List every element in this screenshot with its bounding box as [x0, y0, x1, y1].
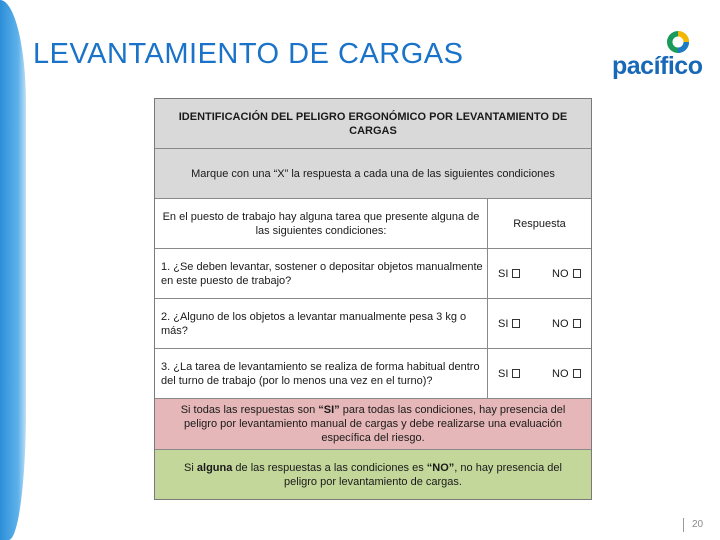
- slide-title: LEVANTAMIENTO DE CARGAS: [33, 38, 464, 70]
- checkbox-empty-icon[interactable]: [573, 319, 581, 328]
- checkbox-empty-icon[interactable]: [573, 269, 581, 278]
- result-no-hazard-text: [155, 461, 591, 489]
- no-label: NO: [552, 317, 569, 330]
- response-header: Respuesta: [513, 217, 566, 230]
- question-row: [155, 299, 591, 349]
- yes-label: SI: [498, 317, 509, 330]
- footer-divider: [683, 518, 684, 532]
- result-no-emphasis-1: alguna: [196, 461, 233, 474]
- instruction-row: [155, 149, 591, 199]
- result-yes-prefix: Si todas las respuestas son: [180, 404, 319, 416]
- question-text: 2. ¿Alguno de los objetos a levantar manualmente pesa 3 kg o más?: [161, 310, 467, 337]
- form-header: IDENTIFICACIÓN DEL PELIGRO ERGONÓMICO POR LEVANTAMIENTO DE CARGAS: [178, 110, 568, 137]
- result-no-suffix: , no hay presencia del peligro por levantamiento de cargas.: [284, 461, 562, 488]
- result-no-middle: de las respuestas a las condiciones es: [232, 461, 427, 474]
- question-text: 1. ¿Se deben levantar, sostener o depositar objetos manualmente en este puesto de trabajo?: [161, 260, 483, 287]
- yes-label: SI: [498, 367, 509, 380]
- checkbox-empty-icon[interactable]: [512, 369, 520, 378]
- result-hazard-present-row: [155, 399, 591, 450]
- result-no-emphasis-2: “NO”: [426, 461, 455, 474]
- result-hazard-present-text: [155, 403, 591, 445]
- yes-option[interactable]: [498, 368, 520, 380]
- no-label: NO: [552, 367, 569, 380]
- pacifico-logo-circle-icon: [666, 30, 690, 54]
- result-yes-suffix: para todas las condiciones, hay presencia del peligro por levantamiento manual de cargas y debe realizarse una evaluación específica del riesgo.: [184, 404, 566, 444]
- instruction-text: Marque con una “X” la respuesta a cada una de las siguientes condiciones: [191, 167, 555, 180]
- no-label: NO: [552, 267, 569, 280]
- conditions-header: En el puesto de trabajo hay alguna tarea que presente alguna de las siguientes condiciones:: [162, 210, 480, 237]
- checkbox-empty-icon[interactable]: [512, 319, 520, 328]
- form-header-row: [155, 99, 591, 149]
- yes-option[interactable]: [498, 268, 520, 280]
- result-yes-emphasis: “SI”: [318, 404, 340, 416]
- result-no-prefix: Si: [184, 461, 197, 474]
- yes-option[interactable]: [498, 318, 520, 330]
- question-row: [155, 249, 591, 299]
- yes-label: SI: [498, 267, 509, 280]
- pacifico-logo: [612, 30, 703, 84]
- question-text: 3. ¿La tarea de levantamiento se realiza de forma habitual dentro del turno de trabajo (por lo menos una vez en el turno)?: [161, 360, 480, 387]
- question-row: [155, 349, 591, 399]
- conditions-header-row: [155, 199, 591, 249]
- ergonomic-hazard-form: [154, 98, 592, 500]
- logo-text: pacífico: [612, 52, 703, 80]
- left-decorative-bar: [0, 0, 26, 540]
- no-option[interactable]: [552, 368, 581, 380]
- no-option[interactable]: [552, 318, 581, 330]
- result-no-hazard-row: [155, 450, 591, 499]
- page-number: 20: [692, 519, 704, 530]
- checkbox-empty-icon[interactable]: [512, 269, 520, 278]
- no-option[interactable]: [552, 268, 581, 280]
- checkbox-empty-icon[interactable]: [573, 369, 581, 378]
